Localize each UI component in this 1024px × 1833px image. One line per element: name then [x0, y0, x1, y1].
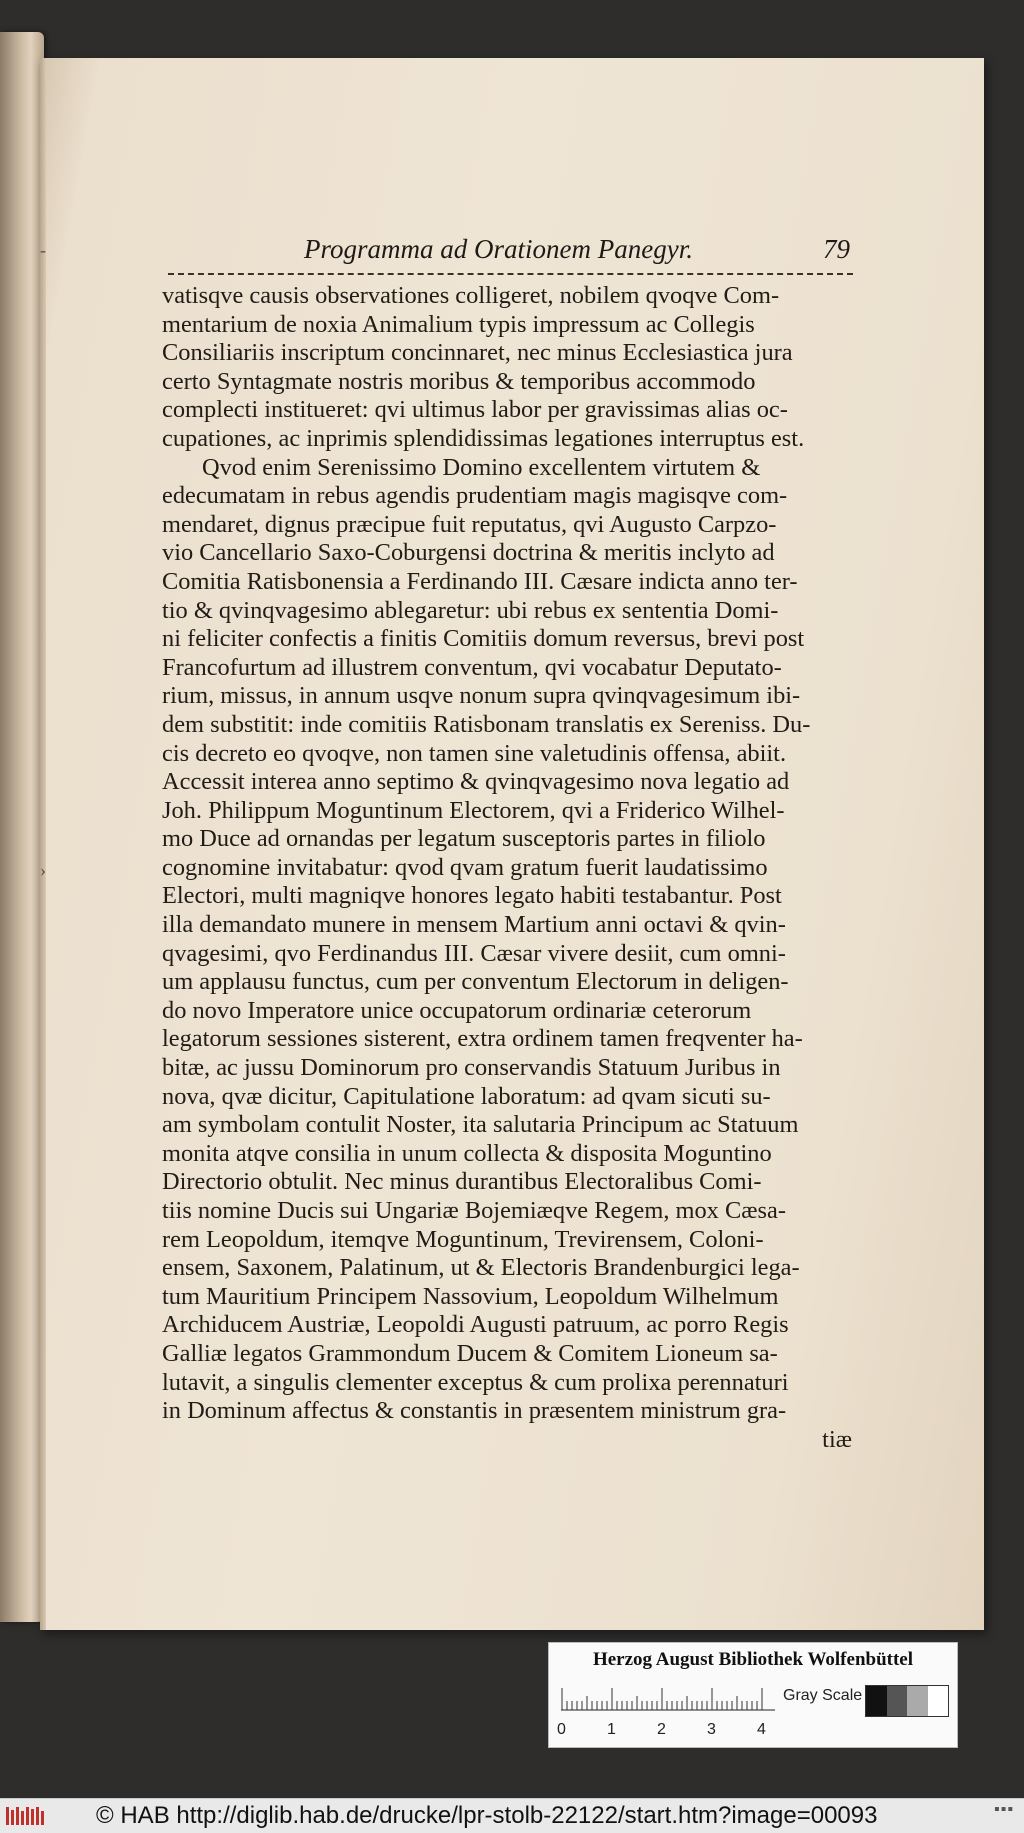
text-line: ni feliciter confectis a finitis Comitiis domum reversus, brevi post [162, 625, 805, 653]
header-rule [168, 273, 853, 275]
running-header [300, 230, 850, 270]
ruler-number: 2 [657, 1721, 666, 1738]
text-line: certo Syntagmate nostris moribus & temporibus accommodo [162, 367, 756, 395]
text-line: Archiducem Austriæ, Leopoldi Augusti patruum, ac porro Regis [162, 1311, 789, 1339]
margin-mark: ‑ [40, 240, 46, 260]
margin-mark: › [40, 860, 46, 880]
swatch-black [866, 1686, 887, 1716]
text-line: tiis nomine Ducis sui Ungariæ Bojemiæqve Regem, mox Cæsa- [162, 1197, 786, 1224]
text-line: in Dominum affectus & constantis in præsentem ministrum gra- [162, 1397, 787, 1425]
text-line: rem Leopoldum, itemqve Moguntinum, Trevirensem, Coloni- [162, 1225, 764, 1253]
swatch-light-gray [907, 1686, 928, 1716]
viewer-footer [0, 1798, 1024, 1833]
text-line: rium, missus, in annum usqve nonum supra qvinqvagesimum ibi- [162, 682, 801, 710]
text-line: legatorum sessiones sisterent, extra ordinem tamen freqventer ha- [162, 1025, 803, 1053]
color-calibration-card [548, 1642, 958, 1748]
text-line: cis decreto eo qvoqve, non tamen sine valetudinis offensa, abiit. [162, 739, 787, 767]
text-line: Directorio obtulit. Nec minus durantibus Electoralibus Comi- [162, 1168, 762, 1196]
text-line: Electori, multi magniqve honores legato habiti testabantur. Post [162, 882, 782, 910]
permalink-url[interactable]: © HAB http://diglib.hab.de/drucke/lpr-stolb-22122/start.htm?image=00093 [96, 1802, 878, 1829]
ruler-numbers [557, 1721, 775, 1741]
text-line: mendaret, dignus præcipue fuit reputatus, qvi Augusto Carpzo- [162, 510, 777, 538]
text-line: am symbolam contulit Noster, ita salutaria Principum ac Statuum [162, 1111, 799, 1139]
ruler-number: 0 [557, 1721, 566, 1738]
text-line: monita atqve consilia in unum collecta & disposita Moguntino [162, 1139, 772, 1167]
text-line: tio & qvinqvagesimo ablegaretur: ubi rebus ex sententia Domi- [162, 596, 779, 624]
text-line: ensem, Saxonem, Palatinum, ut & Electoris Brandenburgici lega- [162, 1254, 800, 1282]
text-line: Comitia Ratisbonensia a Ferdinando III. Cæsare indicta anno ter- [162, 567, 798, 595]
text-line: mo Duce ad ornandas per legatum susceptoris partes in filiolo [162, 825, 766, 853]
text-line: vatisqve causis observationes colligeret, nobilem qvoqve Com- [162, 282, 780, 309]
text-line: tum Mauritium Principem Nassovium, Leopoldum Wilhelmum [162, 1282, 779, 1310]
text-line: vio Cancellario Saxo-Coburgensi doctrina & meritis inclyto ad [162, 539, 775, 567]
ruler-number: 4 [757, 1721, 766, 1738]
book-spine [0, 32, 44, 1622]
text-line: Consiliariis inscriptum concinnaret, nec minus Ecclesiastica jura [162, 339, 793, 367]
ruler-number: 3 [707, 1721, 716, 1738]
text-line: Joh. Philippum Moguntinum Electorem, qvi a Friderico Wilhel- [162, 796, 785, 824]
hab-logo-icon [6, 1805, 46, 1827]
text-line: cupationes, ac inprimis splendidissimas legationes interruptus est. [162, 424, 805, 452]
text-line: edecumatam in rebus agendis prudentiam magis magisqve com- [162, 482, 788, 510]
text-line: cognomine invitabatur: qvod qvam gratum fuerit laudatissimo [162, 853, 768, 881]
text-line: dem substitit: inde comitiis Ratisbonam translatis ex Sereniss. Du- [162, 710, 811, 738]
gray-scale-label: Gray Scale [783, 1687, 863, 1704]
text-line: complecti institueret: qvi ultimus labor per gravissimas alias oc- [162, 396, 788, 424]
page-number: 79 [823, 234, 850, 264]
text-line: lutavit, a singulis clementer exceptus & cum prolixa perennaturi [162, 1368, 789, 1396]
text-line: qvagesimi, qvo Ferdinandus III. Cæsar vivere desiit, cum omni- [162, 939, 786, 967]
scale-ruler [561, 1681, 775, 1711]
running-title: Programma ad Orationem Panegyr. [304, 234, 693, 264]
text-line: Qvod enim Serenissimo Domino excellentem virtutem & [202, 453, 761, 481]
text-line: nova, qvæ dicitur, Capitulatione laboratum: ad qvam sicuti su- [162, 1082, 771, 1110]
body-text [162, 282, 852, 1454]
swatch-white [928, 1686, 949, 1716]
text-line: um applausu functus, cum per conventum Electorum in deligen- [162, 968, 789, 996]
ruler-number: 1 [607, 1721, 616, 1738]
text-line: Accessit interea anno septimo & qvinqvagesimo nova legatio ad [162, 768, 790, 796]
swatch-dark-gray [887, 1686, 908, 1716]
gray-scale-swatches [865, 1685, 949, 1717]
text-line: illa demandato munere in mensem Martium anni octavi & qvin- [162, 911, 786, 939]
text-line: do novo Imperatore unice occupatorum ordinariæ ceterorum [162, 996, 752, 1024]
catchword: tiæ [822, 1425, 852, 1453]
text-line: mentarium de noxia Animalium typis impressum ac Collegis [162, 310, 755, 338]
ellipsis-icon[interactable]: ▪▪▪ [993, 1801, 1014, 1818]
page-gutter-edge [40, 58, 46, 1630]
text-line: Galliæ legatos Grammondum Ducem & Comitem Lioneum sa- [162, 1339, 778, 1367]
library-name: Herzog August Bibliothek Wolfenbüttel [592, 1649, 914, 1670]
text-line: Francofurtum ad illustrem conventum, qvi vocabatur Deputato- [162, 653, 782, 681]
text-line: bitæ, ac jussu Dominorum pro conservandis Statuum Juribus in [162, 1054, 781, 1082]
